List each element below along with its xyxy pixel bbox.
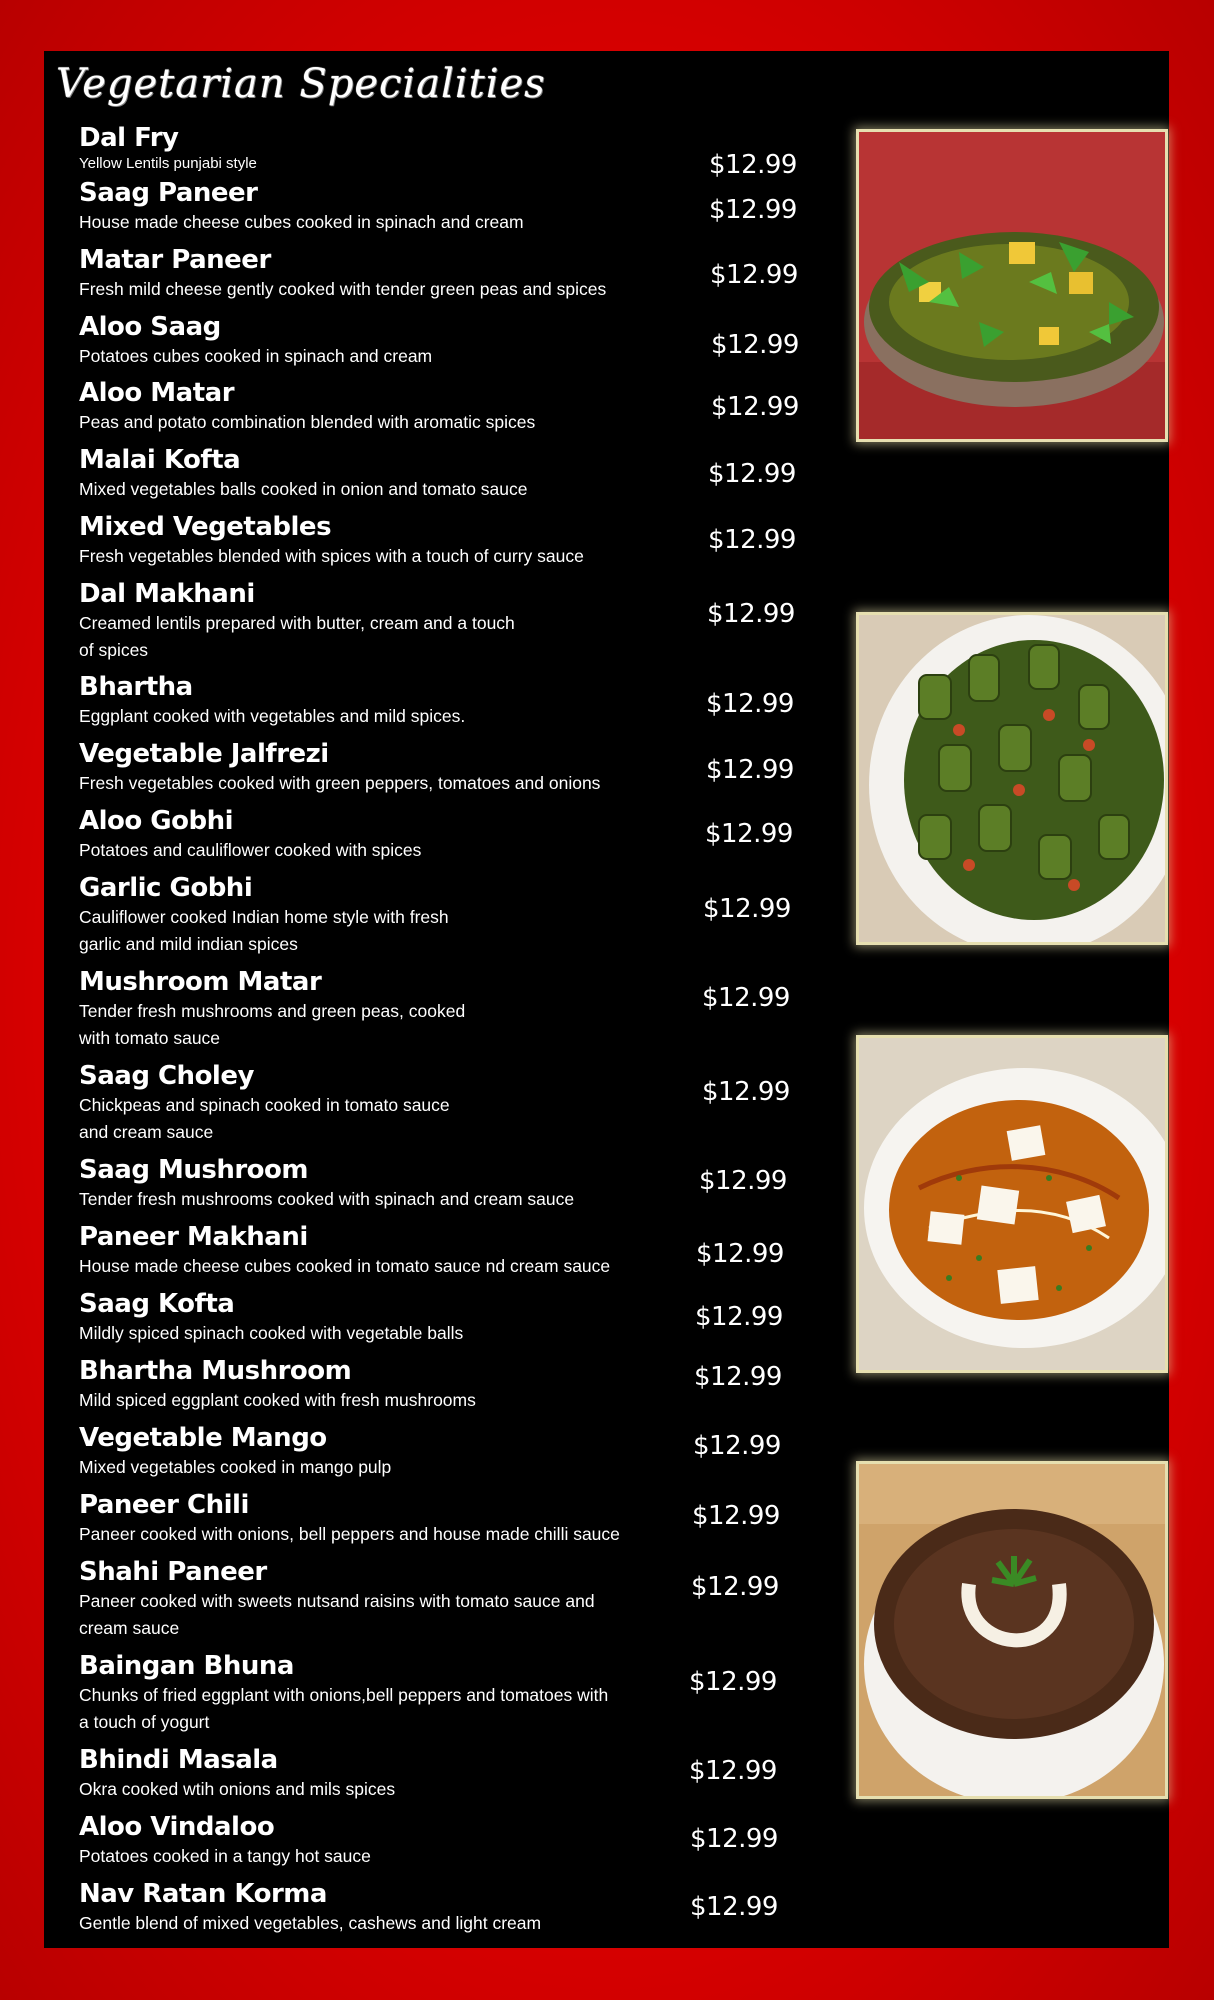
menu-item-price: $12.99 [711,392,799,422]
menu-item-description: Mixed vegetables cooked in mango pulp [79,1457,392,1477]
menu-item-name: Malai Kofta [79,445,241,475]
menu-item [79,512,639,570]
menu-item [79,1745,639,1803]
menu-item-name: Bhartha Mushroom [79,1356,352,1386]
menu-item-price: $12.99 [690,1824,778,1854]
menu-item-description: with tomato sauce [79,1028,221,1048]
menu-item-description: Yellow Lentils punjabi style [79,155,257,172]
menu-item [79,378,639,436]
menu-item-name: Mushroom Matar [79,967,322,997]
menu-item-price: $12.99 [702,1077,790,1107]
menu-item-price: $12.99 [693,1431,781,1461]
menu-item [79,1651,639,1736]
menu-item-name: Dal Fry [79,123,179,153]
menu-item-price: $12.99 [691,1572,779,1602]
menu-item-name: Aloo Saag [79,312,221,342]
menu-item-description: Fresh vegetables cooked with green peppers, tomatoes and onions [79,773,601,793]
menu-item [79,1061,639,1146]
menu-item-price: $12.99 [708,459,796,489]
menu-item-description: Eggplant cooked with vegetables and mild spices. [79,706,466,726]
menu-item-name: Nav Ratan Korma [79,1879,327,1909]
menu-item [79,1155,639,1213]
menu-item-description: Fresh vegetables blended with spices with a touch of curry sauce [79,546,584,566]
menu-item-description: Paneer cooked with sweets nutsand raisins with tomato sauce and [79,1591,595,1611]
menu-item-description: Mixed vegetables balls cooked in onion and tomato sauce [79,479,528,499]
menu-item-name: Garlic Gobhi [79,873,253,903]
menu-item-description: House made cheese cubes cooked in tomato sauce nd cream sauce [79,1256,611,1276]
menu-item-price: $12.99 [709,195,797,225]
menu-item-price: $12.99 [703,894,791,924]
menu-item-price: $12.99 [705,819,793,849]
menu-item [79,123,639,174]
menu-item-name: Paneer Chili [79,1490,249,1520]
menu-item-name: Vegetable Mango [79,1423,327,1453]
menu-item [79,1557,639,1642]
menu-item-name: Dal Makhani [79,579,255,609]
menu-item-price: $12.99 [709,150,797,180]
menu-title: Vegetarian Specialities [56,61,546,107]
menu-item-name: Mixed Vegetables [79,512,332,542]
menu-item [79,1879,639,1937]
menu-item-name: Vegetable Jalfrezi [79,739,329,769]
menu-item-name: Bhartha [79,672,193,702]
menu-item-name: Saag Paneer [79,178,258,208]
menu-panel [44,51,1169,1948]
menu-item [79,739,639,797]
menu-item-price: $12.99 [690,1892,778,1922]
menu-item [79,967,639,1052]
menu-item-name: Saag Choley [79,1061,254,1091]
menu-item-description: House made cheese cubes cooked in spinach and cream [79,212,524,232]
menu-item-name: Bhindi Masala [79,1745,278,1775]
menu-item-description: Fresh mild cheese gently cooked with tender green peas and spices [79,279,607,299]
menu-item-description: a touch of yogurt [79,1712,210,1732]
menu-item-name: Shahi Paneer [79,1557,267,1587]
menu-item-price: $12.99 [695,1302,783,1332]
menu-item-description: Mild spiced eggplant cooked with fresh mushrooms [79,1390,476,1410]
menu-item-description: Potatoes cooked in a tangy hot sauce [79,1846,371,1866]
menu-item-name: Saag Mushroom [79,1155,308,1185]
menu-item-price: $12.99 [699,1166,787,1196]
menu-item [79,245,639,303]
menu-item-description: Chunks of fried eggplant with onions,bell peppers and tomatoes with [79,1685,609,1705]
menu-item-price: $12.99 [694,1362,782,1392]
menu-item-price: $12.99 [707,599,795,629]
menu-item [79,1356,639,1414]
menu-item-description: Cauliflower cooked Indian home style with fresh [79,907,449,927]
menu-item-description: Okra cooked wtih onions and mils spices [79,1779,396,1799]
menu-item [79,312,639,370]
menu-item-price: $12.99 [692,1501,780,1531]
menu-item-description: Mildly spiced spinach cooked with vegetable balls [79,1323,464,1343]
menu-item-description: Peas and potato combination blended with aromatic spices [79,412,536,432]
menu-item-price: $12.99 [702,983,790,1013]
menu-item-description: Potatoes and cauliflower cooked with spices [79,840,422,860]
menu-item-price: $12.99 [710,260,798,290]
menu-item-description: Chickpeas and spinach cooked in tomato sauce [79,1095,450,1115]
menu-item-price: $12.99 [689,1667,777,1697]
menu-item [79,579,639,664]
menu-item-description: Tender fresh mushrooms and green peas, cooked [79,1001,466,1021]
menu-item-name: Aloo Vindaloo [79,1812,275,1842]
menu-item-price: $12.99 [711,330,799,360]
menu-item [79,178,639,236]
menu-item [79,1289,639,1347]
menu-item-description: and cream sauce [79,1122,214,1142]
menu-item-description: Creamed lentils prepared with butter, cream and a touch [79,613,515,633]
menu-item-description: of spices [79,640,149,660]
menu-item-price: $12.99 [708,525,796,555]
menu-item [79,1423,639,1481]
menu-item [79,806,639,864]
menu-item-price: $12.99 [706,755,794,785]
menu-item-name: Aloo Matar [79,378,235,408]
menu-item-name: Matar Paneer [79,245,271,275]
menu-item-description: Gentle blend of mixed vegetables, cashews and light cream [79,1913,542,1933]
menu-item [79,445,639,503]
menu-item [79,672,639,730]
menu-item-name: Baingan Bhuna [79,1651,294,1681]
menu-item-name: Paneer Makhani [79,1222,308,1252]
menu-item-name: Aloo Gobhi [79,806,234,836]
menu-item-name: Saag Kofta [79,1289,235,1319]
menu-item-description: Tender fresh mushrooms cooked with spinach and cream sauce [79,1189,575,1209]
menu-item-price: $12.99 [696,1239,784,1269]
menu-item-description: garlic and mild indian spices [79,934,298,954]
menu-item-description: Paneer cooked with onions, bell peppers and house made chilli sauce [79,1524,620,1544]
menu-item [79,1812,639,1870]
menu-item-price: $12.99 [689,1756,777,1786]
paneer-makhani-photo [856,1035,1168,1373]
bhindi-masala-photo [856,612,1168,945]
saag-paneer-photo [856,129,1168,442]
menu-item [79,1490,639,1548]
dal-makhani-photo [856,1461,1168,1799]
menu-item [79,873,639,958]
menu-item-description: Potatoes cubes cooked in spinach and cream [79,346,433,366]
menu-item [79,1222,639,1280]
menu-item-description: cream sauce [79,1618,180,1638]
menu-item-price: $12.99 [706,689,794,719]
